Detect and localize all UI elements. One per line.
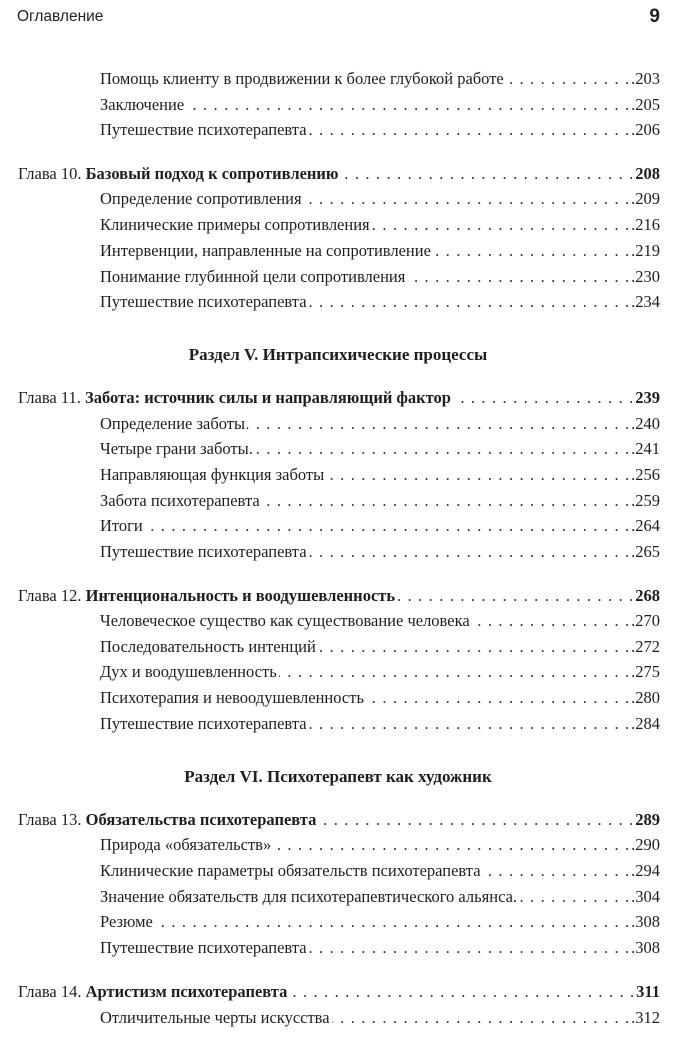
entry-title: Путешествие психотерапевта [100,542,307,561]
toc-entry[interactable] [0,118,676,142]
entry-title: Клинические параметры обязательств психотерапевта [100,861,481,880]
chapter-page: 268 [635,586,660,605]
entry-title: Психотерапия и невоодушевленность [100,688,364,707]
entry-page: .270 [631,611,660,630]
chapter-label: Глава 13. [18,810,82,829]
toc-entry[interactable] [0,187,676,211]
entry-page: .275 [631,662,660,681]
toc-entry[interactable] [0,265,676,289]
entry-page: .203 [631,69,660,88]
entry-page: .308 [631,938,660,957]
entry-page: .234 [631,292,660,311]
dot-leader [309,118,630,142]
entry-title: Дух и воодушевленность [100,662,277,681]
entry-title: Путешествие психотерапевта [100,292,307,311]
toc-entry[interactable] [0,686,676,710]
dot-leader [326,463,629,487]
entry-page: .219 [631,241,660,260]
toc-entry[interactable] [0,489,676,513]
entry-title: Последовательность интенций [100,637,316,656]
toc-entry[interactable] [0,213,676,237]
entry-page: .308 [631,912,660,931]
entry-page: .241 [631,439,660,458]
chapter-label: Глава 11. [18,388,81,407]
dot-leader [309,712,630,736]
entry-page: .259 [631,491,660,510]
dot-leader [186,93,629,117]
dot-leader [519,885,629,909]
dot-leader [145,514,629,538]
dot-leader [397,584,633,608]
entry-title: Направляющая функция заботы [100,465,325,484]
dot-leader [304,187,630,211]
entry-page: .312 [631,1008,660,1027]
entry-title: Человеческое существо как существование человека [100,611,470,630]
entry-page: .304 [631,887,660,906]
entry-title: Заключение [100,95,185,114]
dot-leader [506,67,629,91]
dot-leader [372,213,630,237]
chapter-title: Артистизм психотерапевта [85,982,288,1001]
toc-chapter-10[interactable] [0,162,676,186]
chapter-title: Базовый подход к сопротивлению [85,164,339,183]
toc-entry[interactable] [0,660,676,684]
dot-leader [453,386,633,410]
toc-entry[interactable] [0,239,676,263]
entry-page: .230 [631,267,660,286]
toc-entry[interactable] [0,910,676,934]
entry-title: Путешествие психотерапевта [100,938,307,957]
dot-leader [309,290,630,314]
chapter-page: 239 [635,388,660,407]
chapter-title: Обязательства психотерапевта [85,810,317,829]
entry-title: Отличительные черты искусства [100,1008,330,1027]
toc-chapter-12[interactable] [0,584,676,608]
toc-entry[interactable] [0,514,676,538]
dot-leader [155,910,629,934]
toc-entry[interactable] [0,833,676,857]
dot-leader [279,660,629,684]
chapter-page: 208 [635,164,660,183]
entry-title: Итоги [100,516,143,535]
dot-leader [318,808,633,832]
entry-title: Интервенции, направленные на сопротивление [100,241,431,260]
entry-page: .265 [631,542,660,561]
entry-title: Четыре грани заботы. [100,439,253,458]
toc-entry[interactable] [0,437,676,461]
entry-page: .290 [631,835,660,854]
section-heading: Раздел V. Интрапсихические процессы [188,345,488,364]
dot-leader [407,265,629,289]
entry-title: Резюме [100,912,153,931]
toc-chapter-14[interactable] [0,980,676,1004]
entry-title: Клинические примеры сопротивления [100,215,370,234]
running-head: Оглавление [17,8,104,25]
entry-page: .284 [631,714,660,733]
dot-leader [273,833,629,857]
toc-entry[interactable] [0,609,676,633]
entry-page: .240 [631,414,660,433]
dot-leader [332,1006,630,1030]
toc-entry[interactable] [0,936,676,960]
dot-leader [309,936,630,960]
toc-entry[interactable] [0,540,676,564]
dot-leader [472,609,629,633]
dot-leader [366,686,629,710]
toc-entry[interactable] [0,1006,676,1030]
entry-page: .256 [631,465,660,484]
toc-entry[interactable] [0,93,676,117]
entry-title: Природа «обязательств» [100,835,272,854]
entry-title: Помощь клиенту в продвижении к более глубокой работе [100,69,504,88]
chapter-page: 311 [636,982,660,1001]
toc-entry[interactable] [0,290,676,314]
entry-page: .216 [631,215,660,234]
dot-leader [309,540,630,564]
entry-title: Понимание глубинной цели сопротивления [100,267,406,286]
toc-chapter-11[interactable] [0,386,676,410]
chapter-title: Интенциональность и воодушевленность [85,586,396,605]
entry-title: Определение сопротивления [100,189,302,208]
chapter-label: Глава 10. [18,164,82,183]
entry-page: .209 [631,189,660,208]
entry-page: .205 [631,95,660,114]
dot-leader [262,489,629,513]
dot-leader [289,980,634,1004]
toc-entry[interactable] [0,712,676,736]
toc-entry[interactable] [0,859,676,883]
toc-entry[interactable] [0,67,676,91]
entry-title: Определение заботы [100,414,246,433]
section-heading: Раздел VI. Психотерапевт как художник [184,767,492,786]
dot-leader [483,859,630,883]
page-number: 9 [649,6,660,27]
entry-page: .272 [631,637,660,656]
dot-leader [318,635,629,659]
entry-title: Забота психотерапевта [100,491,260,510]
toc-chapter-13[interactable] [0,808,676,832]
toc-entry[interactable] [0,412,676,436]
dot-leader [255,437,629,461]
entry-title: Путешествие психотерапевта [100,120,307,139]
chapter-title: Забота: источник силы и направляющий фактор [85,388,451,407]
chapter-page: 289 [635,810,660,829]
entry-page: .294 [631,861,660,880]
toc-entry[interactable] [0,463,676,487]
dot-leader [247,412,629,436]
dot-leader [433,239,629,263]
toc-entry[interactable] [0,885,676,909]
toc-entry[interactable] [0,635,676,659]
entry-page: .264 [631,516,660,535]
entry-title: Значение обязательств для психотерапевтического альянса. [100,887,518,906]
chapter-label: Глава 14. [18,982,82,1001]
entry-title: Путешествие психотерапевта [100,714,307,733]
dot-leader [341,162,634,186]
entry-page: .280 [631,688,660,707]
chapter-label: Глава 12. [18,586,82,605]
entry-page: .206 [631,120,660,139]
